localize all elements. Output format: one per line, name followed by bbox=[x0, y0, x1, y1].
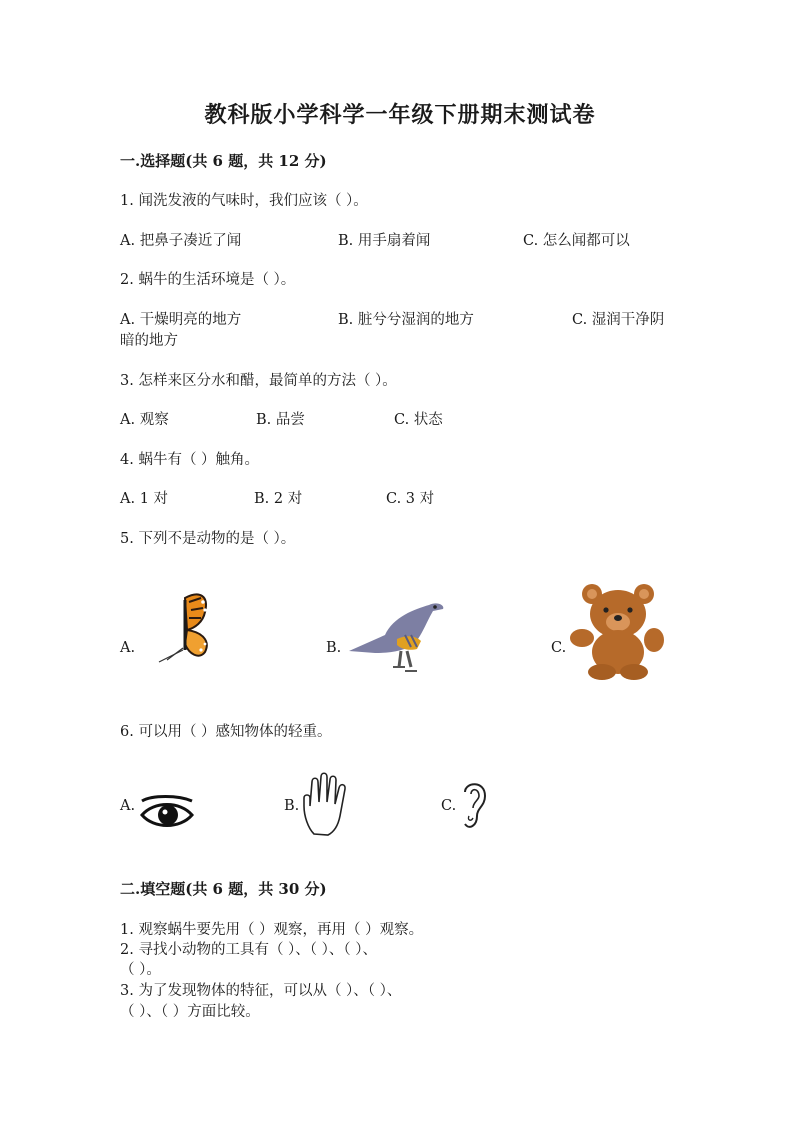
q1-option-b: B. 用手扇着闻 bbox=[338, 233, 431, 249]
eye-icon bbox=[138, 795, 196, 835]
q4-option-c: C. 3 对 bbox=[386, 491, 435, 507]
ear-icon bbox=[455, 778, 491, 834]
q6-option-b-label: B. bbox=[284, 798, 300, 814]
q3-option-b: B. 品尝 bbox=[256, 412, 305, 428]
q2-option-b: B. 脏兮兮湿润的地方 bbox=[338, 312, 474, 328]
question-2: 2. 蜗牛的生活环境是（ ）。 bbox=[120, 272, 296, 288]
hand-icon bbox=[300, 772, 352, 838]
fill-question-3-continued: （ ）、（ ）方面比较。 bbox=[120, 1004, 260, 1020]
page-title: 教科版小学科学一年级下册期末测试卷 bbox=[204, 102, 596, 128]
q2-option-a: A. 干燥明亮的地方 bbox=[120, 312, 242, 328]
q2-option-c-continued: 暗的地方 bbox=[120, 333, 178, 349]
question-5: 5. 下列不是动物的是（ ）。 bbox=[120, 531, 296, 547]
q1-option-c: C. 怎么闻都可以 bbox=[523, 233, 630, 249]
pigeon-icon bbox=[345, 595, 450, 675]
fill-question-3: 3. 为了发现物体的特征，可以从（ ）、（ ）、 bbox=[120, 983, 402, 999]
q4-option-a: A. 1 对 bbox=[120, 491, 169, 507]
section-heading-choice: 一.选择题(共 6 题，共 12 分) bbox=[120, 152, 327, 170]
question-6: 6. 可以用（ ）感知物体的轻重。 bbox=[120, 724, 332, 740]
q3-option-a: A. 观察 bbox=[120, 412, 169, 428]
q1-option-a: A. 把鼻子凑近了闻 bbox=[120, 233, 242, 249]
question-4: 4. 蜗牛有（ ）触角。 bbox=[120, 452, 260, 468]
q5-option-a-label: A. bbox=[120, 640, 136, 656]
question-3: 3. 怎样来区分水和醋，最简单的方法（ ）。 bbox=[120, 373, 397, 389]
fill-question-1: 1. 观察蜗牛要先用（ ）观察，再用（ ）观察。 bbox=[120, 922, 424, 938]
q3-option-c: C. 状态 bbox=[394, 412, 443, 428]
butterfly-icon bbox=[145, 588, 225, 668]
q5-option-c-label: C. bbox=[551, 640, 567, 656]
q2-option-c: C. 湿润干净阴 bbox=[572, 312, 665, 328]
q4-option-b: B. 2 对 bbox=[254, 491, 303, 507]
question-1: 1. 闻洗发液的气味时，我们应该（ ）。 bbox=[120, 193, 368, 209]
q5-option-b-label: B. bbox=[326, 640, 342, 656]
fill-question-2-continued: （ ）。 bbox=[120, 962, 161, 978]
fill-question-2: 2. 寻找小动物的工具有（ ）、（ ）、（ ）、 bbox=[120, 942, 378, 958]
q6-option-c-label: C. bbox=[441, 798, 457, 814]
q6-option-a-label: A. bbox=[120, 798, 136, 814]
teddy-bear-icon bbox=[568, 580, 668, 680]
section-heading-fill-blank: 二.填空题(共 6 题，共 30 分) bbox=[120, 880, 327, 898]
